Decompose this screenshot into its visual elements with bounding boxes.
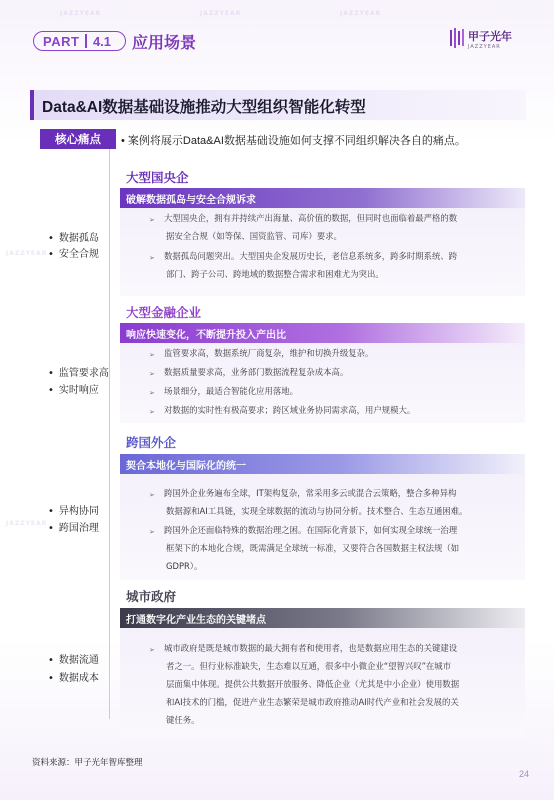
part-label: PART (43, 33, 80, 49)
section-heading: 大型国央企 (126, 170, 189, 185)
pain-tag: • 跨国治理 (48, 519, 99, 534)
arrow-icon: ➢ (149, 491, 155, 499)
part-badge (33, 31, 126, 51)
watermark: JAZZYEAR (340, 10, 382, 17)
brand-logo (450, 26, 540, 62)
pain-tag: • 安全合规 (48, 245, 99, 260)
part-divider (85, 34, 87, 48)
watermark: JAZZYEAR (200, 10, 242, 17)
section-title: 应用场景 (132, 33, 197, 52)
source-note: 资料来源：甲子光年智库整理 (32, 758, 143, 768)
pain-tag: • 异构协同 (48, 502, 99, 517)
bullet-text: 框架下的本地化合规，既需满足全球统一标准，又要符合各国数据主权法规（如 (166, 543, 460, 553)
watermark: JAZZYEAR (60, 10, 102, 17)
logo-icon (450, 28, 466, 48)
bullet-text: 据安全合规（如等保、国资监管、司库）要求。 (166, 231, 342, 241)
arrow-icon: ➢ (149, 370, 155, 378)
bullet-text: 跨国外企业务遍布全球，IT架构复杂，常采用多云或混合云策略，整合多种异构 (164, 488, 457, 498)
section-banner: 破解数据孤岛与安全合规诉求 (120, 188, 525, 208)
pain-tag: • 数据成本 (48, 669, 99, 684)
bullet-text: 城市政府是既是城市数据的最大拥有者和使用者，也是数据应用生态的关键建设 (164, 643, 458, 653)
section-heading: 跨国外企 (126, 435, 177, 450)
logo-text: 甲子光年 (468, 30, 512, 43)
watermark: JAZZYEAR (6, 250, 48, 257)
logo-subtext: JAZZYEAR (468, 44, 501, 50)
page-number: 24 (519, 769, 530, 779)
arrow-icon: ➢ (149, 528, 155, 536)
pain-tag: • 实时响应 (48, 381, 99, 396)
bullet-text: 数据孤岛问题突出。大型国央企发展历史长，老信息系统多，跨多时期系统、跨 (164, 251, 458, 261)
bullet-text: 场景细分，最适合智能化应用落地。 (164, 386, 298, 396)
page-title: Data&AI数据基础设施推动大型组织智能化转型 (42, 99, 366, 116)
title-bar (30, 90, 526, 120)
section-banner: 打通数字化产业生态的关键堵点 (120, 608, 525, 628)
section-heading: 大型金融企业 (126, 305, 202, 320)
section-banner: 响应快速变化，不断提升投入产出比 (120, 323, 525, 343)
bullet-text: 数据源和AI工具链，实现全球数据的流动与协同分析。技术整合、生态互通困难。 (166, 506, 468, 516)
bullet-text: 键任务。 (166, 715, 200, 725)
bullet-text: 部门、跨子公司、跨地域的数据整合需求和困难尤为突出。 (166, 269, 384, 279)
bullet-text: 者之一。但行业标准缺失，生态难以互通，很多中小微企业“望智兴叹”在城市 (166, 661, 452, 671)
intro-text: • 案例将展示Data&AI数据基础设施如何支撑不同组织解决各自的痛点。 (121, 135, 466, 147)
section-banner: 契合本地化与国际化的统一 (120, 454, 525, 474)
bullet-text: 监管要求高，数据系统厂商复杂，维护和切换升级复杂。 (164, 348, 374, 358)
pain-tag: • 数据流通 (48, 651, 99, 666)
arrow-icon: ➢ (149, 216, 155, 224)
arrow-icon: ➢ (149, 351, 155, 359)
bullet-text: 大型国央企，拥有并持续产出海量、高价值的数据，但同时也面临着最严格的数 (164, 213, 458, 223)
pain-points-tag: 核心痛点 (40, 129, 116, 149)
pain-tag: • 监管要求高 (48, 364, 109, 379)
arrow-icon: ➢ (149, 408, 155, 416)
pain-tag: • 数据孤岛 (48, 229, 99, 244)
bullet-text: GDPR）。 (166, 561, 203, 571)
bullet-text: 对数据的实时性有极高要求；跨区域业务协同需求高，用户规模大。 (164, 405, 416, 415)
arrow-icon: ➢ (149, 254, 155, 262)
bullet-text: 和AI技术的门槛，促进产业生态繁荣是城市政府推动AI时代产业和社会发展的关 (166, 697, 459, 707)
watermark: JAZZYEAR (6, 520, 48, 527)
arrow-icon: ➢ (149, 646, 155, 654)
bullet-text: 层面集中体现。提供公共数据开放服务、降低企业（尤其是中小企业）使用数据 (166, 679, 460, 689)
bullet-text: 数据质量要求高，业务部门数据流程复杂成本高。 (164, 367, 349, 377)
bullet-text: 跨国外企还面临特殊的数据治理之困。在国际化背景下，如何实现全球统一治理 (164, 525, 458, 535)
connector-line (109, 149, 115, 719)
part-number: 4.1 (92, 33, 112, 49)
section-heading: 城市政府 (126, 589, 177, 604)
arrow-icon: ➢ (149, 389, 155, 397)
